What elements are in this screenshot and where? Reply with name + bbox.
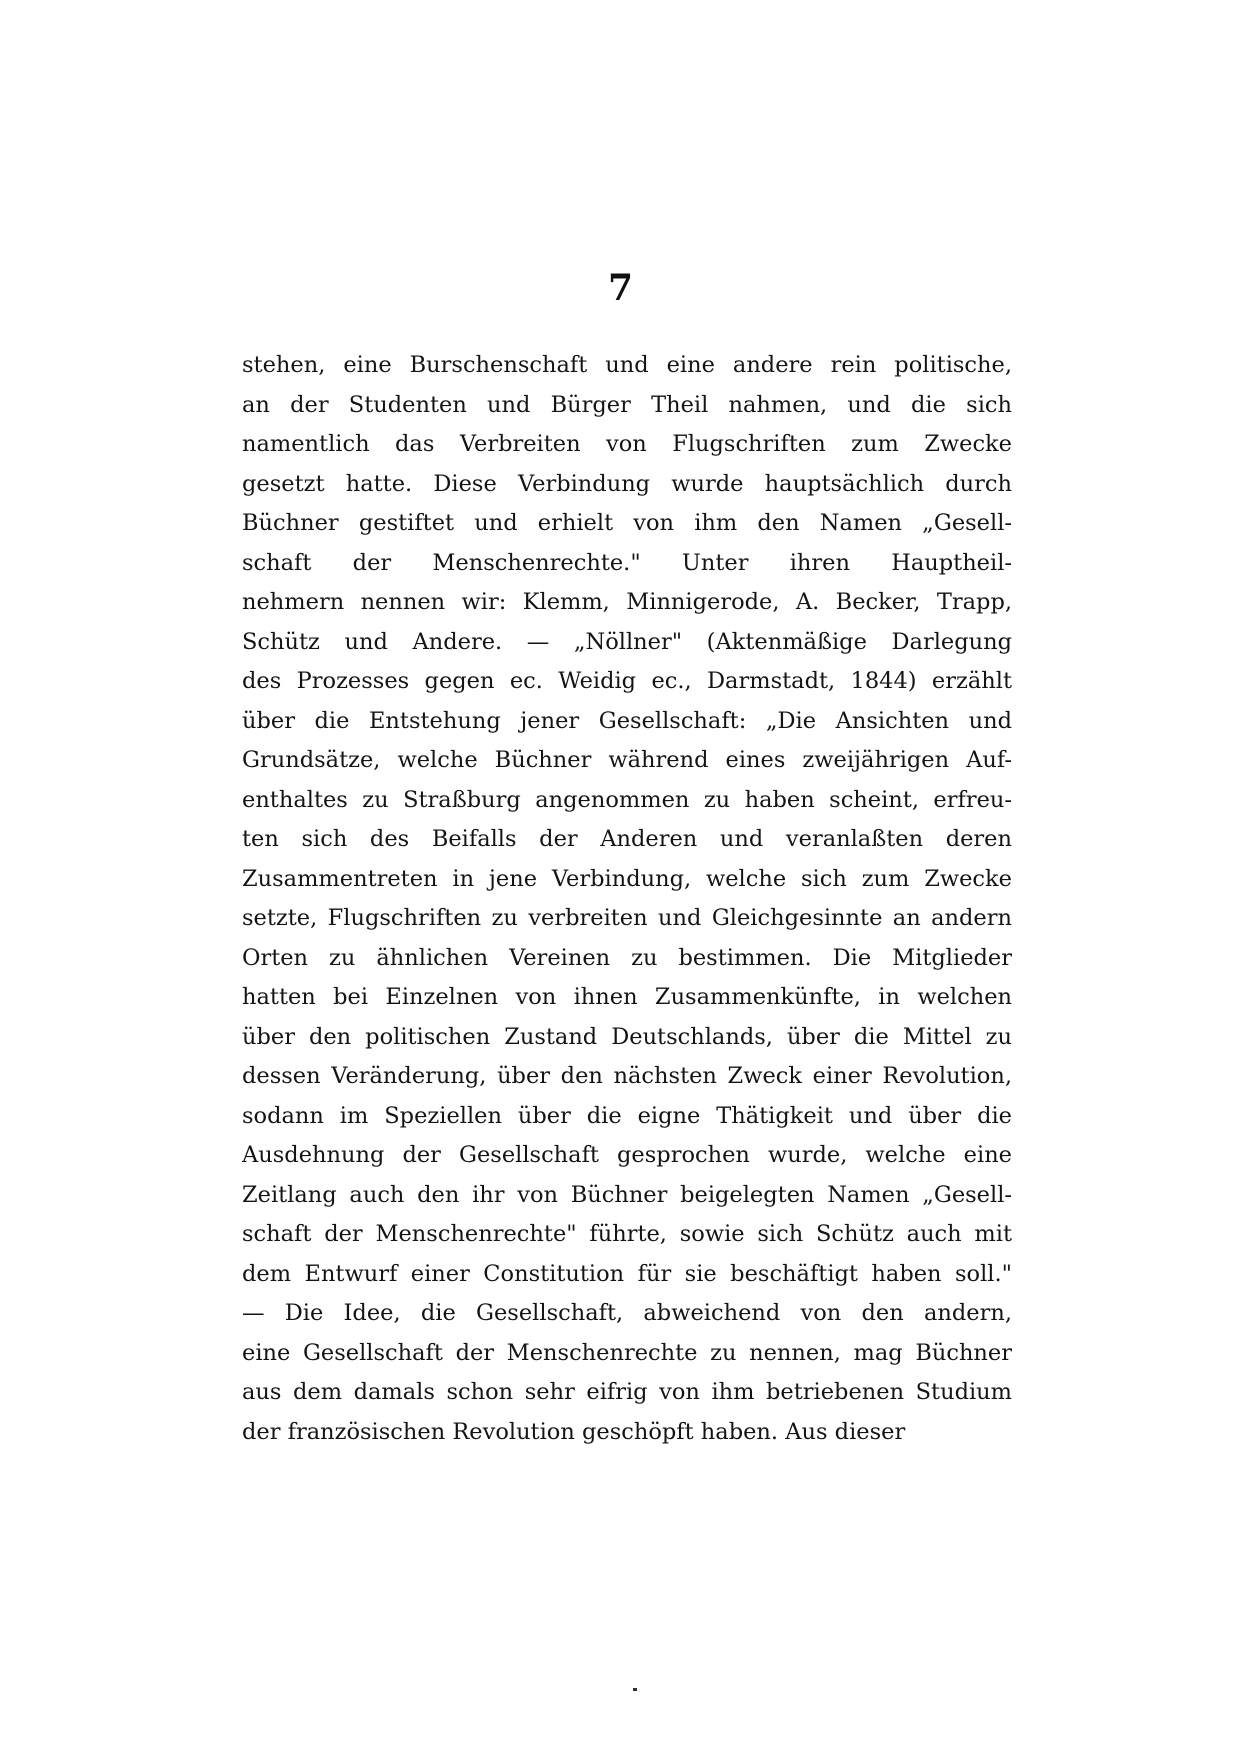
page-number: 7: [607, 267, 634, 309]
text-line: sodann im Speziellen über die eigne Thätigkeit und über die: [242, 1102, 1012, 1129]
text-line: stehen, eine Burschenschaft und eine andere rein politische,: [242, 352, 1012, 378]
body-text: [242, 346, 1012, 1452]
text-line: — Die Idee, die Gesellschaft, abweichend von den andern,: [242, 1300, 1012, 1326]
text-line: Büchner gestiftet und erhielt von ihm den Namen „Gesell-: [242, 510, 1012, 536]
text-line: schaft der Menschenrechte." Unter ihren Hauptheil-: [242, 549, 1012, 576]
text-line: hatten bei Einzelnen von ihnen Zusammenkünfte, in welchen: [242, 984, 1012, 1010]
text-line: der französischen Revolution geschöpft haben. Aus dieser: [242, 1418, 906, 1445]
text-line: setzte, Flugschriften zu verbreiten und Gleichgesinnte an andern: [242, 905, 1012, 931]
text-line: ten sich des Beifalls der Anderen und veranlaßten deren: [242, 826, 1012, 852]
text-line: Orten zu ähnlichen Vereinen zu bestimmen. Die Mitglieder: [242, 944, 1012, 971]
footer-dot: [633, 1688, 637, 1691]
text-line: Ausdehnung der Gesellschaft gesprochen wurde, welche eine: [242, 1142, 1012, 1168]
text-line: Schütz und Andere. — „Nöllner" (Aktenmäßige Darlegung: [242, 628, 1012, 655]
text-line: enthaltes zu Straßburg angenommen zu haben scheint, erfreu-: [242, 786, 1012, 813]
text-line: namentlich das Verbreiten von Flugschriften zum Zwecke: [242, 431, 1012, 457]
text-line: über den politischen Zustand Deutschlands, über die Mittel zu: [242, 1023, 1012, 1050]
text-line: über die Entstehung jener Gesellschaft: „Die Ansichten und: [242, 707, 1012, 734]
text-line: aus dem damals schon sehr eifrig von ihm betriebenen Studium: [242, 1379, 1012, 1405]
text-line: an der Studenten und Bürger Theil nahmen, und die sich: [242, 391, 1012, 418]
text-line: dem Entwurf einer Constitution für sie beschäftigt haben soll.": [242, 1260, 1012, 1287]
text-line: dessen Veränderung, über den nächsten Zweck einer Revolution,: [242, 1063, 1012, 1089]
text-line: des Prozesses gegen ec. Weidig ec., Darmstadt, 1844) erzählt: [242, 668, 1012, 694]
text-line: gesetzt hatte. Diese Verbindung wurde hauptsächlich durch: [242, 470, 1012, 497]
text-line: schaft der Menschenrechte" führte, sowie sich Schütz auch mit: [242, 1221, 1012, 1247]
text-line: nehmern nennen wir: Klemm, Minnigerode, A. Becker, Trapp,: [242, 589, 1012, 615]
text-line: eine Gesellschaft der Menschenrechte zu nennen, mag Büchner: [242, 1339, 1012, 1366]
text-line: Zeitlang auch den ihr von Büchner beigelegten Namen „Gesell-: [242, 1181, 1012, 1208]
text-line: Zusammentreten in jene Verbindung, welche sich zum Zwecke: [242, 865, 1012, 892]
text-line: Grundsätze, welche Büchner während eines zweijährigen Auf-: [242, 747, 1012, 773]
